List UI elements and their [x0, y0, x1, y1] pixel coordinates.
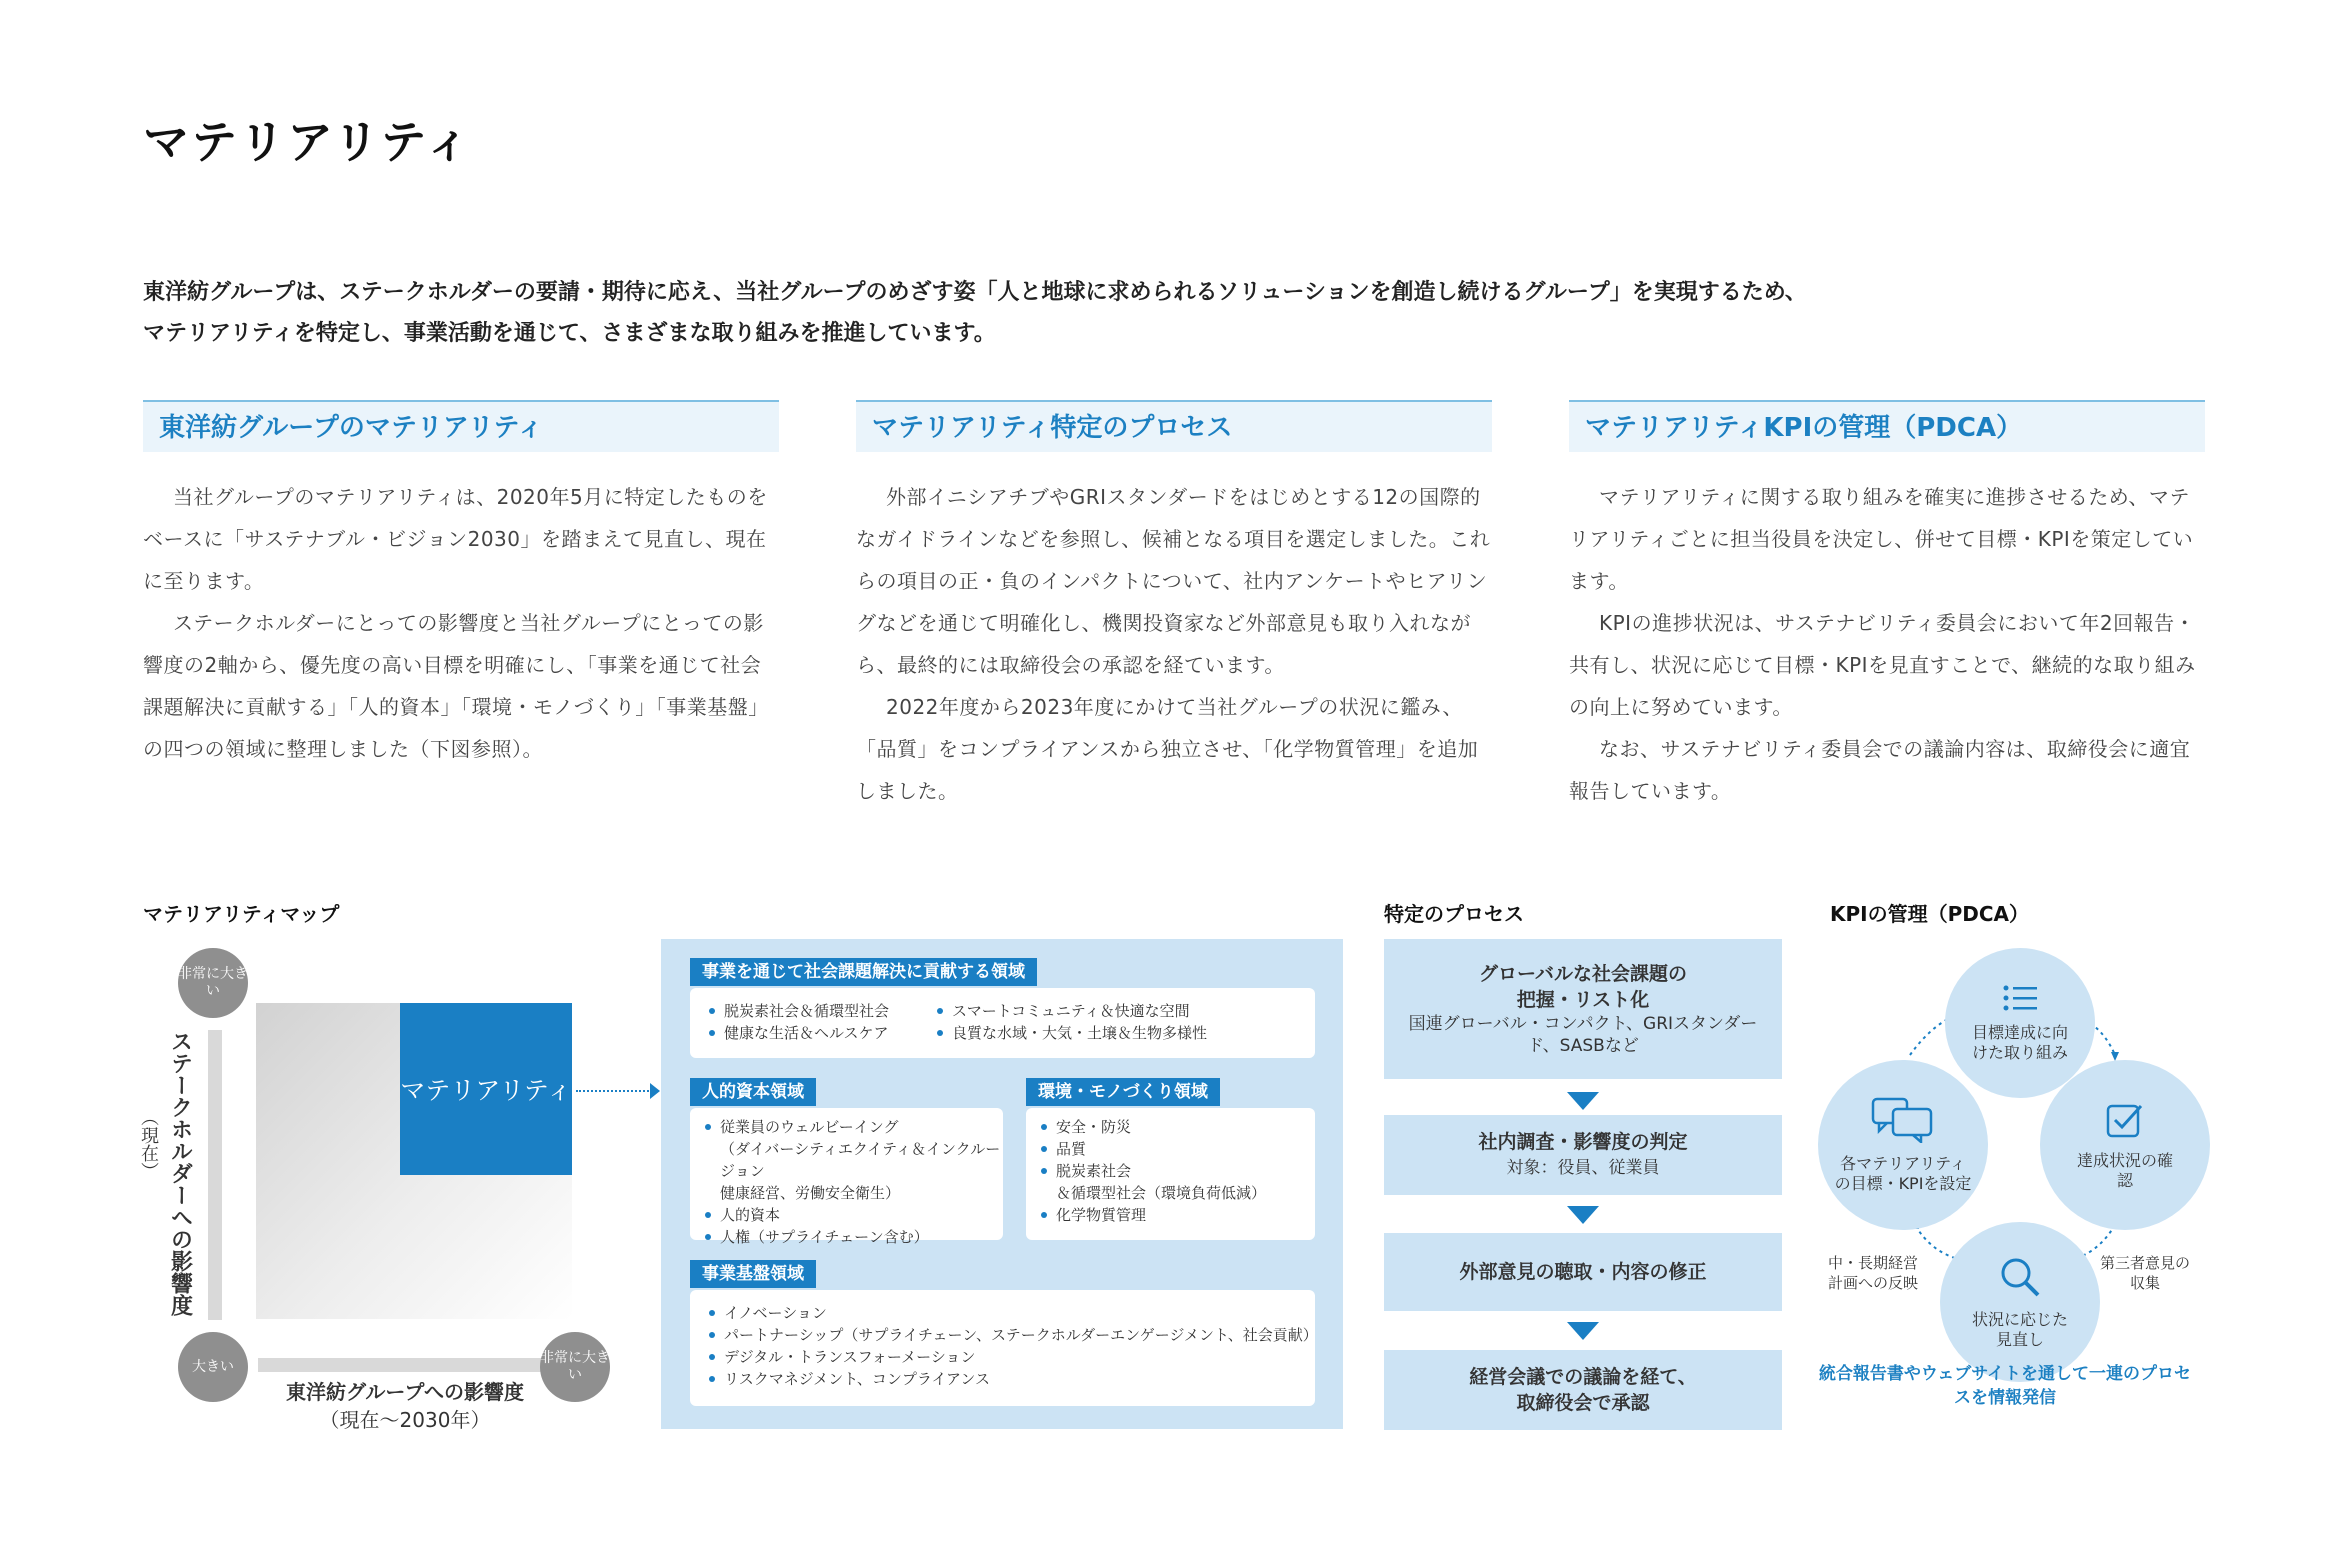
list-item-detail: ＆循環型社会（環境負荷低減）	[1056, 1184, 1267, 1202]
column-heading-process: マテリアリティ特定のプロセス	[856, 400, 1492, 452]
list-item: 脱炭素社会	[1038, 1160, 1266, 1182]
list-icon	[2003, 984, 2037, 1017]
very-large-y-badge: 非常に大きい	[178, 948, 248, 1018]
paragraph: ステークホルダーにとっての影響度と当社グループにとっての影響度の2軸から、優先度の高い目標を明確にし、「事業を通じて社会課題解決に貢献する」「人的資本」「環境・モノづくり」「事業基盤」の四つの領域に整理しました（下図参照）。	[143, 611, 769, 761]
y-axis-label	[160, 1030, 200, 1316]
column-heading-materiality: 東洋紡グループのマテリアリティ	[143, 400, 779, 452]
kpi-label: KPIの管理（PDCA）	[1830, 902, 2030, 926]
very-large-x-badge: 非常に大きい	[540, 1332, 610, 1402]
paragraph: 当社グループのマテリアリティは、2020年5月に特定したものをベースに「サステナブル・ビジョン2030」を踏まえて見直し、現在に至ります。	[143, 485, 768, 593]
list-item: 良質な水域・大気・土壌＆生物多様性	[934, 1022, 1207, 1044]
list-item: 脱炭素社会＆循環型社会	[706, 1000, 889, 1022]
step-title: 取締役会で承認	[1516, 1392, 1650, 1414]
large-badge: 大きい	[178, 1332, 248, 1402]
domain-tag-social: 事業を通じて社会課題解決に貢献する領域	[690, 958, 1037, 986]
map-label: マテリアリティマップ	[143, 902, 340, 926]
paragraph: 外部イニシアチブやGRIスタンダードをはじめとする12の国際的なガイドラインなどを参照し、候補となる項目を選定しました。これらの項目の正・負のインパクトについて、社内アンケートやヒアリングなどを通じて明確化し、機関投資家など外部意見も取り入れながら、最終的には取締役会の承認を経ています。	[856, 485, 1491, 677]
materiality-box: マテリアリティ	[400, 1003, 572, 1175]
step-title: グローバルな社会課題の	[1478, 963, 1688, 985]
pdca-do-circle	[1818, 1060, 1988, 1230]
list-item: イノベーション	[706, 1302, 1315, 1324]
y-axis-bar	[208, 1030, 222, 1320]
step-note: 国連グローバル・コンパクト、GRIスタンダード、SASBなど	[1408, 1014, 1758, 1056]
list-item: スマートコミュニティ＆快適な空間	[934, 1000, 1207, 1022]
intro-line-1: 東洋紡グループは、ステークホルダーの要請・期待に応え、当社グループのめざす姿「人と地球に求められるソリューションを創造し続けるグループ」を実現するため、	[143, 280, 1807, 305]
list-item: 人権（サプライチェーン含む）	[702, 1226, 1003, 1248]
intro-text	[143, 272, 2243, 354]
paragraph: KPIの進捗状況は、サステナビリティ委員会において年2回報告・共有し、状況に応じて目標・KPIを見直すことで、継続的な取り組みの向上に努めています。	[1569, 611, 2196, 719]
process-step-3	[1384, 1233, 1782, 1311]
checkbox-icon	[2105, 1100, 2145, 1145]
x-axis-title: 東洋紡グループへの影響度	[286, 1380, 524, 1404]
arrow-right-icon	[650, 1083, 660, 1099]
column-body-process	[856, 476, 1492, 812]
do-text: 各マテリアリティの目標・KPIを設定	[1834, 1153, 1972, 1193]
act-text: 状況に応じた見直し	[1971, 1309, 2068, 1349]
step-note: 対象：役員、従業員	[1506, 1158, 1660, 1178]
list-item: 化学物質管理	[1038, 1204, 1266, 1226]
x-axis-label	[240, 1378, 570, 1434]
check-text: 達成状況の確認	[2076, 1150, 2173, 1190]
kpi-footer: 統合報告書やウェブサイトを通して一連のプロセスを情報発信	[1818, 1364, 2192, 1408]
paragraph: なお、サステナビリティ委員会での議論内容は、取締役会に適宜報告しています。	[1569, 737, 2191, 803]
step-title: 社内調査・影響度の判定	[1478, 1131, 1688, 1153]
domain-tag-env: 環境・モノづくり領域	[1026, 1078, 1220, 1106]
materiality-connector	[576, 1090, 656, 1092]
domain-box-human	[690, 1108, 1003, 1246]
list-item: 従業員のウェルビーイング	[702, 1116, 1003, 1138]
list-item: リスクマネジメント、コンプライアンス	[706, 1368, 1315, 1390]
pdca-check-circle	[2040, 1060, 2210, 1230]
domain-tag-human: 人的資本領域	[690, 1078, 816, 1106]
step-title: 把握・リスト化	[1516, 989, 1650, 1011]
magnifier-icon	[1998, 1255, 2042, 1304]
column-body-materiality	[143, 476, 779, 770]
domain-tag-base: 事業基盤領域	[690, 1260, 816, 1288]
paragraph: マテリアリティに関する取り組みを確実に進捗させるため、マテリアリティごとに担当役員を決定し、併せて目標・KPIを策定しています。	[1569, 485, 2194, 593]
arrow-down-icon	[1567, 1322, 1599, 1340]
step-title: 外部意見の聴取・内容の修正	[1459, 1261, 1707, 1283]
chat-icon	[1871, 1097, 1935, 1148]
process-step-4	[1384, 1350, 1782, 1430]
domain-box-env	[1026, 1108, 1315, 1240]
domain-box-base	[690, 1290, 1318, 1406]
list-item-detail: 健康経営、労働安全衛生）	[720, 1184, 901, 1202]
y-axis-sub: （現在）	[138, 1108, 159, 1180]
process-step-1	[1384, 939, 1782, 1079]
domain-box-social	[690, 988, 1315, 1058]
list-item: デジタル・トランスフォーメーション	[706, 1346, 1315, 1368]
process-step-2	[1384, 1115, 1782, 1195]
paragraph: 2022年度から2023年度にかけて当社グループの状況に鑑み、「品質」をコンプライアンスから独立させ、「化学物質管理」を追加しました。	[856, 695, 1479, 803]
list-item: 健康な生活＆ヘルスケア	[706, 1022, 889, 1044]
process-label: 特定のプロセス	[1384, 902, 1524, 926]
list-item: 安全・防災	[1038, 1116, 1266, 1138]
note-right: 第三者意見の収集	[2099, 1254, 2190, 1292]
arrow-down-icon	[1567, 1206, 1599, 1224]
column-body-kpi	[1569, 476, 2205, 812]
step-title: 経営会議での議論を経て、	[1469, 1366, 1697, 1388]
list-item: 人的資本	[702, 1204, 1003, 1226]
column-heading-kpi: マテリアリティKPIの管理（PDCA）	[1569, 400, 2205, 452]
x-axis-sub: （現在〜2030年）	[319, 1408, 491, 1432]
plan-text: 目標達成に向けた取り組み	[1971, 1022, 2068, 1062]
pdca-plan-circle	[1945, 948, 2095, 1098]
list-item: パートナーシップ（サプライチェーン、ステークホルダーエンゲージメント、社会貢献）	[706, 1324, 1315, 1346]
arrow-down-icon	[1567, 1092, 1599, 1110]
list-item: 品質	[1038, 1138, 1266, 1160]
list-item-detail: （ダイバーシティエクイティ＆インクルージョン	[720, 1140, 1001, 1180]
pdca-act-circle	[1940, 1222, 2100, 1382]
note-left: 中・長期経営計画への反映	[1827, 1254, 1918, 1292]
y-axis-title: ステークホルダーへの影響度	[167, 1030, 193, 1316]
x-axis-bar	[258, 1358, 548, 1372]
intro-line-2: マテリアリティを特定し、事業活動を通じて、さまざまな取り組みを推進しています。	[143, 321, 996, 346]
page-title: マテリアリティ	[143, 115, 473, 169]
